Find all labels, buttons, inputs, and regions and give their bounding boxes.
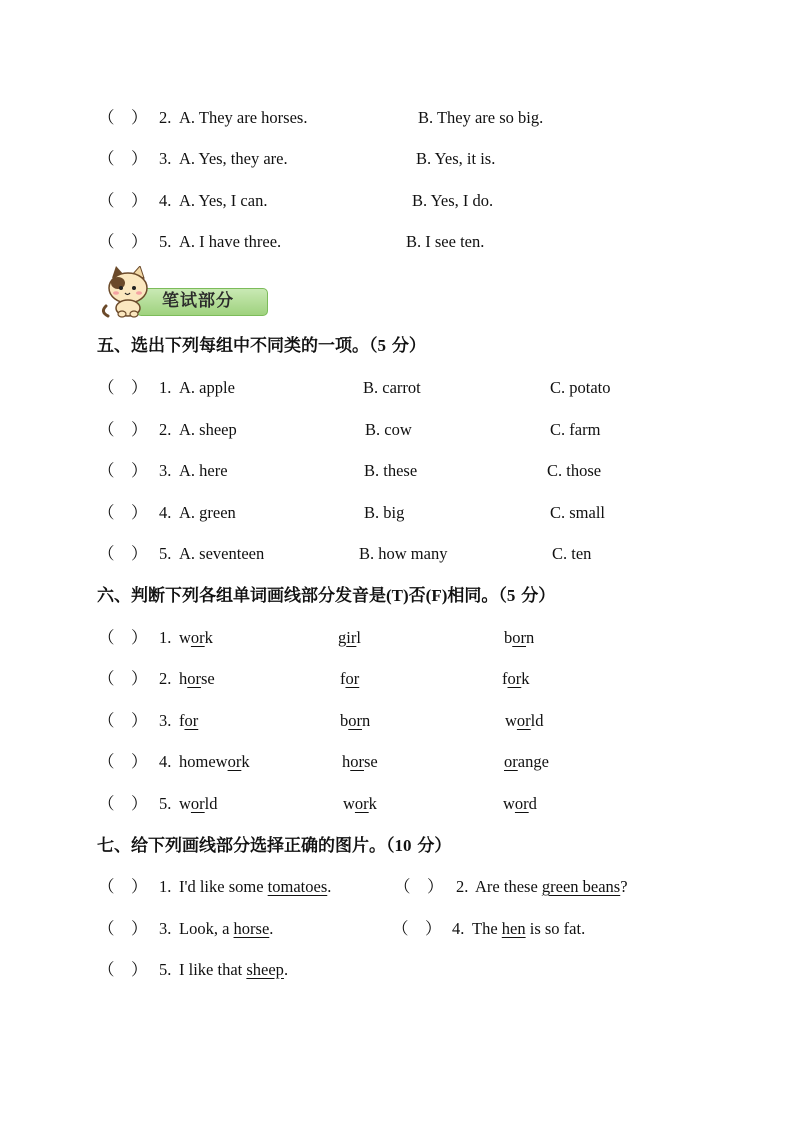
option-b: B. these [364,461,418,480]
answer-blank[interactable]: （ ） [98,628,148,647]
question-sentence: Are these green beans? [475,877,628,896]
listening-question-row [0,188,794,214]
option-b: B. how many [359,544,448,563]
answer-blank[interactable]: （ ） [98,503,148,522]
question-number: 3. [159,711,172,730]
word-2: born [340,711,371,730]
option-c: C. small [550,503,606,522]
option-a: A. seventeen [179,544,265,563]
question-sentence: Look, a horse. [179,919,274,938]
word-1: work [179,628,213,647]
option-c: C. farm [550,420,601,439]
answer-blank[interactable]: （ ） [98,191,148,210]
picture-question-row [0,957,794,983]
question-number: 1. [159,877,172,896]
word-3: world [505,711,544,730]
option-c: C. those [547,461,602,480]
option-a: A. here [179,461,228,480]
word-2: girl [338,628,361,647]
phonics-row [0,708,794,734]
banner-label: 笔试部分 [162,291,234,311]
question-row [0,541,794,567]
word-1: for [179,711,199,730]
question-number: 2. [159,420,172,439]
picture-question-row [0,916,794,942]
question-number: 4. [159,752,172,771]
question-number: 3. [159,461,172,480]
answer-blank[interactable]: （ ） [98,544,148,563]
question-number: 4. [452,919,465,938]
answer-blank[interactable]: （ ） [392,919,442,938]
option-a: A. Yes, they are. [179,149,288,168]
question-number: 5. [159,232,172,251]
question-sentence: I like that sheep. [179,960,289,979]
option-a: A. Yes, I can. [179,191,268,210]
word-3: born [504,628,535,647]
phonics-row [0,749,794,775]
word-2: horse [342,752,378,771]
word-3: word [503,794,537,813]
option-c: C. ten [552,544,592,563]
question-number: 4. [159,191,172,210]
question-number: 5. [159,960,172,979]
section-five-title: 五、选出下列每组中不同类的一项。（5 分） [97,336,426,356]
word-3: orange [504,752,549,771]
answer-blank[interactable]: （ ） [98,794,148,813]
question-number: 5. [159,794,172,813]
answer-blank[interactable]: （ ） [98,919,148,938]
word-2: for [340,669,360,688]
word-3: fork [502,669,530,688]
word-1: horse [179,669,215,688]
answer-blank[interactable]: （ ） [98,711,148,730]
question-sentence: The hen is so fat. [472,919,586,938]
option-b: B. I see ten. [406,232,485,251]
question-number: 2. [159,108,172,127]
answer-blank[interactable]: （ ） [98,149,148,168]
option-b: B. Yes, it is. [416,149,496,168]
listening-question-row [0,229,794,255]
option-a: A. I have three. [179,232,282,251]
option-a: A. apple [179,378,235,397]
word-1: homework [179,752,250,771]
answer-blank[interactable]: （ ） [98,108,148,127]
question-row [0,417,794,443]
answer-blank[interactable]: （ ） [394,877,444,896]
option-b: B. They are so big. [418,108,544,127]
cat-mascot-icon [100,266,156,318]
section-six-title: 六、判断下列各组单词画线部分发音是(T)否(F)相同。（5 分） [97,586,556,606]
question-row [0,375,794,401]
phonics-row [0,791,794,817]
phonics-row [0,625,794,651]
option-a: A. green [179,503,236,522]
question-number: 5. [159,544,172,563]
listening-question-row [0,146,794,172]
option-b: B. Yes, I do. [412,191,494,210]
question-number: 1. [159,628,172,647]
option-a: A. They are horses. [179,108,308,127]
question-number: 3. [159,149,172,168]
word-2: work [343,794,377,813]
answer-blank[interactable]: （ ） [98,669,148,688]
picture-question-row [0,874,794,900]
question-number: 3. [159,919,172,938]
question-row [0,500,794,526]
answer-blank[interactable]: （ ） [98,461,148,480]
question-number: 4. [159,503,172,522]
question-number: 1. [159,378,172,397]
option-b: B. big [364,503,405,522]
option-b: B. cow [365,420,412,439]
phonics-row [0,666,794,692]
listening-question-row [0,105,794,131]
answer-blank[interactable]: （ ） [98,752,148,771]
option-c: C. potato [550,378,611,397]
answer-blank[interactable]: （ ） [98,420,148,439]
answer-blank[interactable]: （ ） [98,960,148,979]
section-seven-title: 七、给下列画线部分选择正确的图片。（10 分） [97,836,452,856]
answer-blank[interactable]: （ ） [98,378,148,397]
question-row [0,458,794,484]
question-sentence: I'd like some tomatoes. [179,877,332,896]
option-b: B. carrot [363,378,421,397]
question-number: 2. [159,669,172,688]
option-a: A. sheep [179,420,237,439]
answer-blank[interactable]: （ ） [98,232,148,251]
question-number: 2. [456,877,469,896]
word-1: world [179,794,218,813]
written-part-banner [100,266,270,318]
answer-blank[interactable]: （ ） [98,877,148,896]
